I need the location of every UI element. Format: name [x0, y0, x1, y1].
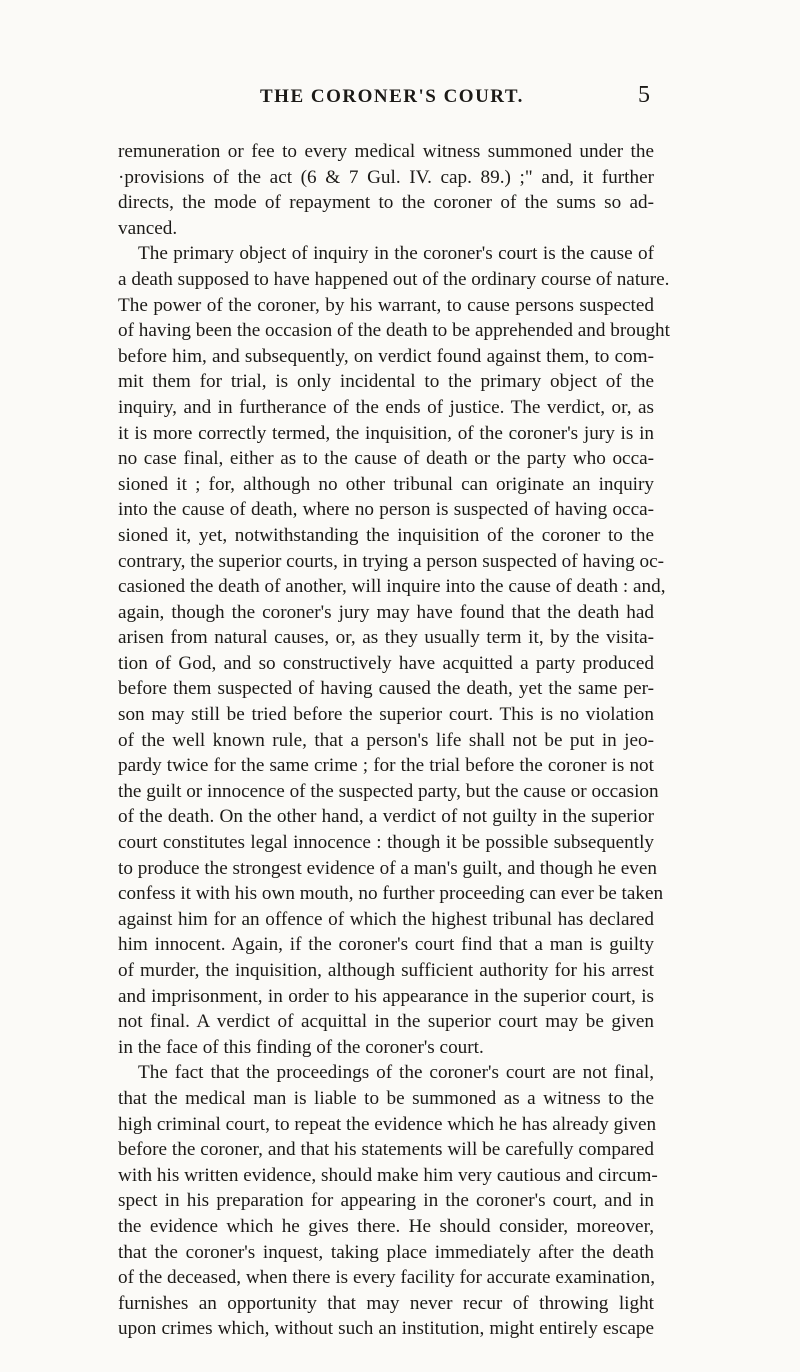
text-line: [118, 625, 654, 651]
text-line-content: him innocent. Again, if the coroner's court find that a man is guilty: [118, 934, 654, 956]
text-line: [118, 856, 657, 882]
text-line-content: tion of God, and so constructively have acquitted a party produced: [118, 652, 654, 674]
text-line-content: court constitutes legal innocence : though it be possible subsequently: [118, 832, 654, 854]
text-line-content: of the well known rule, that a person's life shall not be put in jeo-: [118, 729, 654, 751]
text-line: [118, 241, 654, 267]
text-line: [118, 753, 654, 779]
text-line-content: sioned it ; for, although no other tribunal can originate an inquiry: [118, 473, 654, 495]
text-line: [118, 907, 654, 933]
text-line-content: The power of the coroner, by his warrant, to cause persons suspected: [118, 294, 654, 316]
text-line-content: of having been the occasion of the death to be apprehended and brought: [118, 320, 670, 342]
text-line-content: it is more correctly termed, the inquisition, of the coroner's jury is in: [118, 422, 654, 444]
text-line: [118, 549, 664, 575]
text-line-content: pardy twice for the same crime ; for the trial before the coroner is not: [118, 755, 654, 777]
text-line: [118, 421, 654, 447]
text-line-content: ·provisions of the act (6 & 7 Gul. IV. cap. 89.) ;" and, it further: [118, 166, 654, 188]
text-line-content: and imprisonment, in order to his appearance in the superior court, is: [118, 985, 654, 1007]
text-line-content: mit them for trial, is only incidental to the primary object of the: [118, 371, 654, 393]
text-line-content: furnishes an opportunity that may never recur of throwing light: [118, 1292, 654, 1314]
text-line: [118, 1240, 654, 1266]
text-line: [118, 1188, 654, 1214]
text-line-content: no case final, either as to the cause of death or the party who occa-: [118, 448, 654, 470]
text-line: [118, 702, 654, 728]
text-line-content: upon crimes which, without such an institution, might entirely escape: [118, 1318, 654, 1340]
text-line: [118, 1291, 654, 1317]
text-line-content: to produce the strongest evidence of a man's guilt, and though he even: [118, 857, 657, 879]
running-head: [120, 82, 650, 112]
text-line-content: directs, the mode of repayment to the coroner of the sums so ad-: [118, 192, 654, 214]
text-line: [118, 293, 654, 319]
text-line: [118, 1009, 654, 1035]
text-line: [118, 1214, 654, 1240]
text-line-content: in the face of this finding of the coroner's court.: [118, 1036, 484, 1058]
text-line-content: again, though the coroner's jury may have found that the death had: [118, 601, 654, 623]
text-line-content: before him, and subsequently, on verdict found against them, to com-: [118, 345, 654, 367]
text-line: [118, 216, 654, 242]
text-line: [118, 369, 654, 395]
text-line-content: contrary, the superior courts, in trying a person suspected of having oc-: [118, 550, 664, 572]
page-number: 5: [638, 82, 650, 108]
text-line-content: with his written evidence, should make him very cautious and circum-: [118, 1164, 658, 1186]
text-line-content: of the deceased, when there is every facility for accurate examination,: [118, 1267, 655, 1289]
text-line-content: the guilt or innocence of the suspected party, but the cause or occasion: [118, 780, 659, 802]
text-line: [118, 523, 654, 549]
text-line-content: son may still be tried before the superior court. This is no violation: [118, 704, 654, 726]
text-line: [118, 190, 654, 216]
text-line: [118, 651, 654, 677]
text-line: [118, 1316, 654, 1342]
text-line-content: that the coroner's inquest, taking place immediately after the death: [118, 1241, 654, 1263]
text-line: [118, 1137, 654, 1163]
text-line-content: of the death. On the other hand, a verdict of not guilty in the superior: [118, 806, 654, 828]
text-line-content: into the cause of death, where no person is suspected of having occa-: [118, 499, 654, 521]
text-line-content: a death supposed to have happened out of the ordinary course of nature.: [118, 268, 670, 290]
text-line-content: high criminal court, to repeat the evidence which he has already given: [118, 1113, 657, 1135]
text-line: [118, 600, 654, 626]
text-line-content: before the coroner, and that his statements will be carefully compared: [118, 1139, 654, 1161]
running-title: THE CORONER'S COURT.: [260, 86, 524, 107]
text-line: [118, 344, 654, 370]
text-line: [118, 446, 654, 472]
text-line-content: The fact that the proceedings of the coroner's court are not final,: [138, 1062, 654, 1084]
text-line: [118, 1163, 658, 1189]
text-line: [118, 830, 654, 856]
text-line-content: confess it with his own mouth, no further proceeding can ever be taken: [118, 883, 664, 905]
text-line: [118, 932, 654, 958]
text-line: [118, 574, 666, 600]
text-line: [118, 472, 654, 498]
text-line: [118, 267, 670, 293]
text-line: [118, 1060, 654, 1086]
text-line: [118, 1112, 657, 1138]
text-line-content: of murder, the inquisition, although sufficient authority for his arrest: [118, 960, 654, 981]
text-line: [118, 139, 654, 165]
text-line-content: the evidence which he gives there. He should consider, moreover,: [118, 1215, 654, 1237]
text-line: [118, 984, 654, 1010]
text-line-content: against him for an offence of which the highest tribunal has declared: [118, 908, 654, 930]
text-line-content: inquiry, and in furtherance of the ends of justice. The verdict, or, as: [118, 396, 654, 418]
text-line: [118, 318, 670, 344]
text-line-content: arisen from natural causes, or, as they usually term it, by the visita-: [118, 627, 654, 649]
text-line-content: remuneration or fee to every medical witness summoned under the: [118, 141, 654, 162]
text-line: [118, 395, 654, 421]
text-line-content: sioned it, yet, notwithstanding the inquisition of the coroner to the: [118, 524, 654, 546]
text-line-content: not final. A verdict of acquittal in the superior court may be given: [118, 1011, 654, 1033]
text-line-content: that the medical man is liable to be summoned as a witness to the: [118, 1087, 654, 1109]
text-line: [118, 881, 664, 907]
text-line: [118, 804, 654, 830]
text-line: [118, 779, 659, 805]
text-line: [118, 728, 654, 754]
text-line-content: The primary object of inquiry in the coroner's court is the cause of: [138, 243, 654, 265]
text-line-content: spect in his preparation for appearing in the coroner's court, and in: [118, 1190, 654, 1212]
text-line: [118, 958, 654, 984]
text-line: [118, 497, 654, 523]
text-line: [118, 1086, 654, 1112]
text-line: [118, 165, 654, 191]
text-line: [118, 1035, 654, 1061]
text-line: [118, 676, 654, 702]
body-text: [118, 139, 670, 1342]
text-line-content: casioned the death of another, will inquire into the cause of death : and,: [118, 576, 666, 598]
text-line-content: before them suspected of having caused the death, yet the same per-: [118, 678, 654, 700]
text-line-content: vanced.: [118, 217, 178, 239]
text-line: [118, 1265, 654, 1291]
